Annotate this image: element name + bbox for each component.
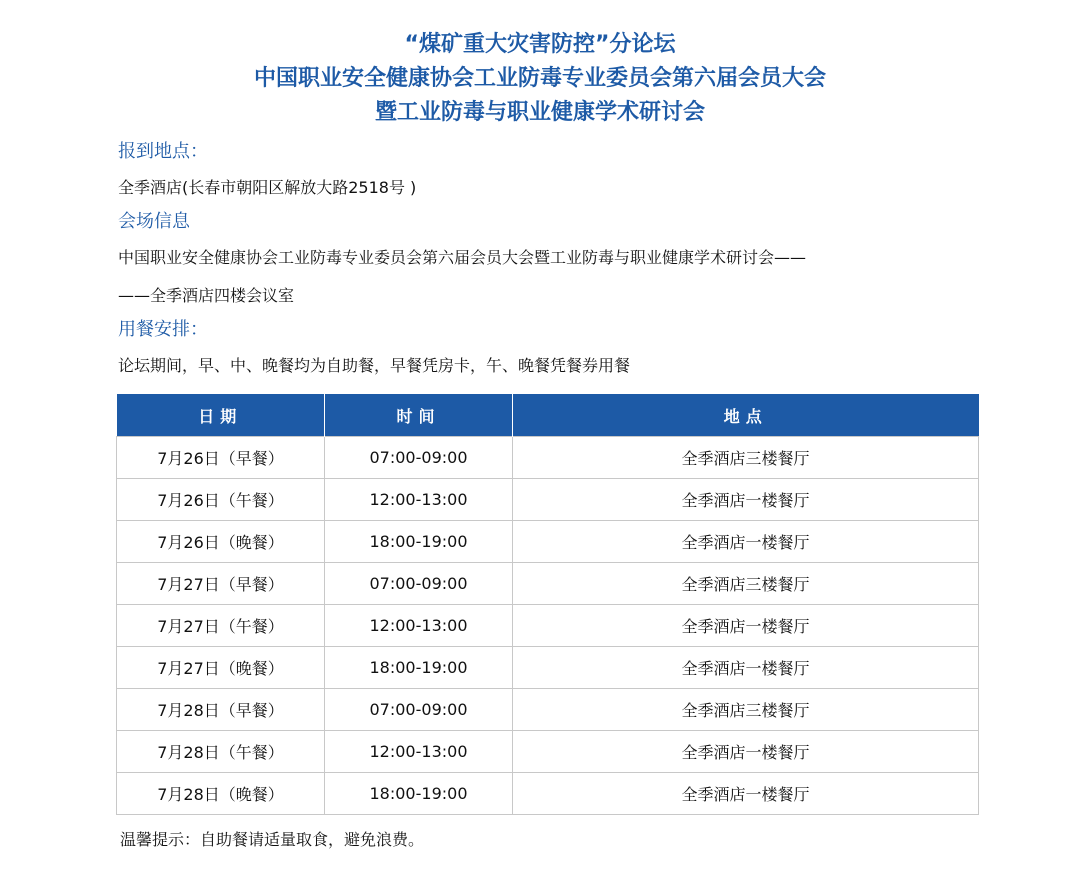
cell-time: 07:00-09:00 — [325, 689, 513, 731]
cell-date: 7月26日（晚餐） — [117, 521, 325, 563]
footer-note: 温馨提示：自助餐请适量取食，避免浪费。 — [120, 830, 425, 849]
cell-date: 7月26日（早餐） — [117, 437, 325, 479]
column-header-date: 日期 — [117, 394, 325, 437]
dining-schedule-table — [116, 394, 979, 815]
table-row — [117, 605, 979, 647]
cell-time: 12:00-13:00 — [325, 731, 513, 773]
cell-time: 12:00-13:00 — [325, 605, 513, 647]
cell-time: 07:00-09:00 — [325, 563, 513, 605]
table-row — [117, 479, 979, 521]
cell-location: 全季酒店一楼餐厅 — [513, 731, 979, 773]
title-line-1: “煤矿重大灾害防控”分论坛 — [404, 32, 676, 57]
table-header-row — [117, 394, 979, 437]
cell-date: 7月27日（晚餐） — [117, 647, 325, 689]
title-line-2: 中国职业安全健康协会工业防毒专业委员会第六届会员大会 — [253, 66, 826, 91]
table-row — [117, 689, 979, 731]
cell-date: 7月28日（晚餐） — [117, 773, 325, 815]
page-title — [0, 28, 1080, 130]
cell-location: 全季酒店一楼餐厅 — [513, 773, 979, 815]
cell-time: 18:00-19:00 — [325, 521, 513, 563]
cell-time: 12:00-13:00 — [325, 479, 513, 521]
table-row — [117, 731, 979, 773]
cell-time: 18:00-19:00 — [325, 647, 513, 689]
column-header-location: 地点 — [513, 394, 979, 437]
dining-text: 论坛期间，早、中、晚餐均为自助餐，早餐凭房卡，午、晚餐凭餐券用餐 — [118, 356, 631, 375]
cell-date: 7月26日（午餐） — [117, 479, 325, 521]
table-row — [117, 647, 979, 689]
cell-location: 全季酒店三楼餐厅 — [513, 689, 979, 731]
cell-date: 7月28日（午餐） — [117, 731, 325, 773]
cell-location: 全季酒店三楼餐厅 — [513, 437, 979, 479]
registration-heading: 报到地点： — [118, 141, 208, 162]
cell-location: 全季酒店一楼餐厅 — [513, 647, 979, 689]
cell-location: 全季酒店三楼餐厅 — [513, 563, 979, 605]
cell-location: 全季酒店一楼餐厅 — [513, 605, 979, 647]
cell-location: 全季酒店一楼餐厅 — [513, 479, 979, 521]
table-row — [117, 773, 979, 815]
title-line-3: 暨工业防毒与职业健康学术研讨会 — [374, 100, 705, 125]
cell-date: 7月28日（早餐） — [117, 689, 325, 731]
cell-location: 全季酒店一楼餐厅 — [513, 521, 979, 563]
dining-heading: 用餐安排： — [118, 319, 208, 340]
table-row — [117, 521, 979, 563]
cell-date: 7月27日（早餐） — [117, 563, 325, 605]
registration-address: 全季酒店(长春市朝阳区解放大路2518号 ) — [118, 178, 417, 197]
column-header-time: 时间 — [325, 394, 513, 437]
venue-text-line-2: ——全季酒店四楼会议室 — [118, 286, 295, 305]
cell-time: 07:00-09:00 — [325, 437, 513, 479]
cell-date: 7月27日（午餐） — [117, 605, 325, 647]
venue-text-line-1: 中国职业安全健康协会工业防毒专业委员会第六届会员大会暨工业防毒与职业健康学术研讨会—— — [118, 248, 807, 267]
table-row — [117, 437, 979, 479]
table-row — [117, 563, 979, 605]
venue-heading: 会场信息 — [118, 211, 190, 232]
cell-time: 18:00-19:00 — [325, 773, 513, 815]
